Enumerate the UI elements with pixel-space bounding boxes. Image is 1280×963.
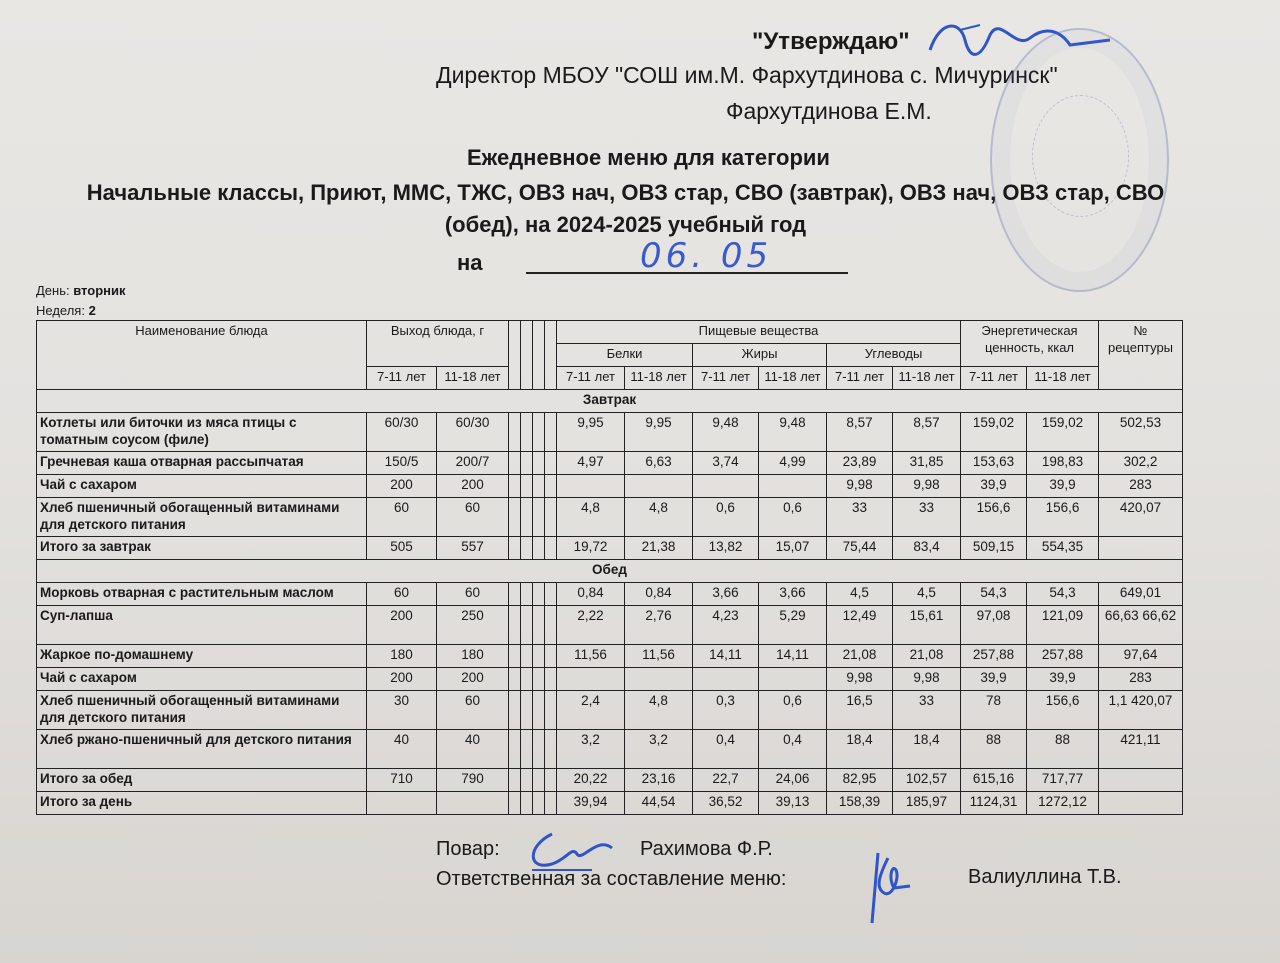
blank-cell [521, 498, 533, 537]
cell-c1: 33 [827, 498, 893, 537]
cell-e2: 1272,12 [1027, 792, 1099, 815]
responsible-name: Валиуллина Т.В. [968, 866, 1122, 888]
cell-y1: 60/30 [367, 413, 437, 452]
cell-p1: 2,22 [557, 606, 625, 645]
blank-cell [533, 475, 545, 498]
cell-e1: 159,02 [961, 413, 1027, 452]
cell-e2: 54,3 [1027, 583, 1099, 606]
cell-c1: 23,89 [827, 452, 893, 475]
cell-f2: 14,11 [759, 645, 827, 668]
cell-y1: 200 [367, 475, 437, 498]
dish-row [37, 668, 1183, 691]
blank-cell [521, 413, 533, 452]
cell-f2: 15,07 [759, 537, 827, 560]
cell-e1: 78 [961, 691, 1027, 730]
blank-cell [533, 413, 545, 452]
cell-c1: 9,98 [827, 668, 893, 691]
cell-e2: 198,83 [1027, 452, 1099, 475]
cell-c1: 4,5 [827, 583, 893, 606]
responsible-label: Ответственная за составление меню: [436, 868, 787, 890]
header-blank [533, 321, 545, 390]
blank-cell [509, 691, 521, 730]
blank-cell [521, 691, 533, 730]
cell-e1: 97,08 [961, 606, 1027, 645]
week-row [36, 303, 96, 318]
cell-c1: 21,08 [827, 645, 893, 668]
blank-cell [533, 583, 545, 606]
cell-y2: 60/30 [437, 413, 509, 452]
dish-name: Суп-лапша [37, 606, 367, 645]
header-blank [509, 321, 521, 390]
cell-f1: 3,74 [693, 452, 759, 475]
cell-c2: 8,57 [893, 413, 961, 452]
cell-f2: 9,48 [759, 413, 827, 452]
cell-p1: 20,22 [557, 769, 625, 792]
week-value: 2 [88, 303, 96, 318]
blank-cell [509, 730, 521, 769]
cell-e2: 156,6 [1027, 691, 1099, 730]
cell-f1: 13,82 [693, 537, 759, 560]
cell-y1 [367, 792, 437, 815]
cook-name: Рахимова Ф.Р. [640, 838, 773, 860]
cell-c2: 31,85 [893, 452, 961, 475]
total-label: Итого за завтрак [37, 537, 367, 560]
blank-cell [533, 691, 545, 730]
cell-e2: 39,9 [1027, 668, 1099, 691]
blank-cell [533, 452, 545, 475]
dish-name: Хлеб ржано-пшеничный для детского питания [37, 730, 367, 769]
blank-cell [521, 452, 533, 475]
header-age-7-11: 7-11 лет [367, 367, 437, 390]
cell-c2: 9,98 [893, 475, 961, 498]
cell-y2: 40 [437, 730, 509, 769]
cell-f1: 9,48 [693, 413, 759, 452]
cell-c1: 16,5 [827, 691, 893, 730]
dish-row [37, 475, 1183, 498]
section-row [37, 390, 1183, 413]
total-label: Итого за день [37, 792, 367, 815]
cell-f2: 24,06 [759, 769, 827, 792]
header-dish-name: Наименование блюда [37, 321, 367, 390]
dish-row [37, 498, 1183, 537]
header-nutrients: Пищевые вещества [557, 321, 961, 344]
header-age-7-11: 7-11 лет [961, 367, 1027, 390]
cell-c1: 158,39 [827, 792, 893, 815]
header-age-7-11: 7-11 лет [557, 367, 625, 390]
cell-e1: 1124,31 [961, 792, 1027, 815]
blank-cell [545, 606, 557, 645]
cell-c2: 18,4 [893, 730, 961, 769]
cell-p2: 23,16 [625, 769, 693, 792]
blank-cell [545, 475, 557, 498]
blank-cell [545, 730, 557, 769]
header-proteins: Белки [557, 344, 693, 367]
handwritten-date: 06. 05 [640, 236, 773, 276]
dish-name: Чай с сахаром [37, 475, 367, 498]
cell-c2: 9,98 [893, 668, 961, 691]
cell-y2: 557 [437, 537, 509, 560]
blank-cell [509, 498, 521, 537]
blank-cell [509, 537, 521, 560]
header-age-7-11: 7-11 лет [827, 367, 893, 390]
cell-y2: 180 [437, 645, 509, 668]
cell-e1: 39,9 [961, 668, 1027, 691]
cell-y2: 250 [437, 606, 509, 645]
cell-p2: 2,76 [625, 606, 693, 645]
header-age-11-18: 11-18 лет [893, 367, 961, 390]
cell-c1: 82,95 [827, 769, 893, 792]
cell-f2: 3,66 [759, 583, 827, 606]
cell-f1: 22,7 [693, 769, 759, 792]
cell-f1: 3,66 [693, 583, 759, 606]
day-row [36, 283, 125, 298]
header-fats: Жиры [693, 344, 827, 367]
dish-row [37, 645, 1183, 668]
cell-e1: 509,15 [961, 537, 1027, 560]
cell-p1: 11,56 [557, 645, 625, 668]
dish-name: Гречневая каша отварная рассыпчатая [37, 452, 367, 475]
cell-y2: 790 [437, 769, 509, 792]
blank-cell [545, 769, 557, 792]
cell-e2: 554,35 [1027, 537, 1099, 560]
week-label: Неделя: [36, 303, 85, 318]
total-label: Итого за обед [37, 769, 367, 792]
cell-r: 420,07 [1099, 498, 1183, 537]
cell-y2: 200/7 [437, 452, 509, 475]
cell-p1: 4,97 [557, 452, 625, 475]
dish-row [37, 583, 1183, 606]
total-row [37, 792, 1183, 815]
cell-f2: 0,6 [759, 498, 827, 537]
cell-r: 283 [1099, 668, 1183, 691]
cell-y1: 505 [367, 537, 437, 560]
blank-cell [521, 792, 533, 815]
dish-name: Хлеб пшеничный обогащенный витаминами для детского питания [37, 498, 367, 537]
cell-p1: 9,95 [557, 413, 625, 452]
cell-r: 1,1 420,07 [1099, 691, 1183, 730]
cell-p2: 6,63 [625, 452, 693, 475]
blank-cell [509, 668, 521, 691]
cell-e2: 88 [1027, 730, 1099, 769]
blank-cell [533, 668, 545, 691]
cell-f1: 14,11 [693, 645, 759, 668]
cell-c1: 18,4 [827, 730, 893, 769]
blank-cell [509, 792, 521, 815]
cell-r: 421,11 [1099, 730, 1183, 769]
blank-cell [521, 475, 533, 498]
cell-r [1099, 769, 1183, 792]
blank-cell [533, 537, 545, 560]
cell-e1: 54,3 [961, 583, 1027, 606]
day-value: вторник [73, 283, 126, 298]
blank-cell [509, 475, 521, 498]
cell-e2: 121,09 [1027, 606, 1099, 645]
header-blank [545, 321, 557, 390]
blank-cell [545, 537, 557, 560]
cell-p2 [625, 475, 693, 498]
cell-p2: 21,38 [625, 537, 693, 560]
date-label: на [457, 250, 483, 275]
cell-p2: 44,54 [625, 792, 693, 815]
blank-cell [509, 606, 521, 645]
cell-y1: 60 [367, 583, 437, 606]
cell-e2: 39,9 [1027, 475, 1099, 498]
cell-p1: 0,84 [557, 583, 625, 606]
dish-name: Чай с сахаром [37, 668, 367, 691]
cell-r: 66,63 66,62 [1099, 606, 1183, 645]
cell-c2: 21,08 [893, 645, 961, 668]
cell-c2: 83,4 [893, 537, 961, 560]
cell-c1: 12,49 [827, 606, 893, 645]
cell-e2: 717,77 [1027, 769, 1099, 792]
cell-r: 97,64 [1099, 645, 1183, 668]
dish-row [37, 730, 1183, 769]
dish-name: Морковь отварная с растительным маслом [37, 583, 367, 606]
dish-row [37, 606, 1183, 645]
blank-cell [533, 645, 545, 668]
cell-f1: 4,23 [693, 606, 759, 645]
section-title: Обед [37, 560, 1183, 583]
cell-y2 [437, 792, 509, 815]
dish-name: Жаркое по-домашнему [37, 645, 367, 668]
cell-y2: 60 [437, 498, 509, 537]
header-recipe: № рецептуры [1099, 321, 1183, 390]
cell-f2: 5,29 [759, 606, 827, 645]
cell-p2: 3,2 [625, 730, 693, 769]
cell-r [1099, 537, 1183, 560]
header-age-11-18: 11-18 лет [1027, 367, 1099, 390]
cell-y1: 710 [367, 769, 437, 792]
dish-row [37, 452, 1183, 475]
cell-r: 649,01 [1099, 583, 1183, 606]
cook-label: Повар: [436, 838, 500, 860]
blank-cell [521, 645, 533, 668]
cell-p1: 19,72 [557, 537, 625, 560]
header-carbs: Углеводы [827, 344, 961, 367]
total-row [37, 537, 1183, 560]
blank-cell [521, 769, 533, 792]
blank-cell [545, 792, 557, 815]
cell-e1: 39,9 [961, 475, 1027, 498]
cell-y2: 60 [437, 691, 509, 730]
total-row [37, 769, 1183, 792]
cell-c2: 185,97 [893, 792, 961, 815]
approval-heading: "Утверждаю" [752, 28, 910, 55]
blank-cell [545, 413, 557, 452]
cell-y1: 150/5 [367, 452, 437, 475]
cell-r: 283 [1099, 475, 1183, 498]
cell-c2: 15,61 [893, 606, 961, 645]
cell-r: 302,2 [1099, 452, 1183, 475]
cell-f2 [759, 475, 827, 498]
blank-cell [533, 730, 545, 769]
header-age-7-11: 7-11 лет [693, 367, 759, 390]
blank-cell [533, 606, 545, 645]
cell-y1: 200 [367, 606, 437, 645]
cell-f1: 0,6 [693, 498, 759, 537]
cell-f2 [759, 668, 827, 691]
cell-p1: 39,94 [557, 792, 625, 815]
director-title: Директор МБОУ "СОШ им.М. Фархутдинова с. Мичуринск" [436, 62, 1058, 88]
blank-cell [509, 645, 521, 668]
director-name: Фархутдинова Е.М. [726, 98, 932, 124]
cell-c1: 8,57 [827, 413, 893, 452]
blank-cell [509, 413, 521, 452]
cell-f1: 36,52 [693, 792, 759, 815]
cell-p1 [557, 668, 625, 691]
section-row [37, 560, 1183, 583]
responsible-signature [848, 848, 918, 928]
dish-row [37, 691, 1183, 730]
dish-name: Котлеты или биточки из мяса птицы с томатным соусом (филе) [37, 413, 367, 452]
blank-cell [533, 498, 545, 537]
cell-e1: 615,16 [961, 769, 1027, 792]
menu-title: Ежедневное меню для категории [467, 145, 830, 170]
cell-p1 [557, 475, 625, 498]
blank-cell [545, 583, 557, 606]
blank-cell [521, 537, 533, 560]
header-yield: Выход блюда, г [367, 321, 509, 367]
cell-e1: 257,88 [961, 645, 1027, 668]
blank-cell [521, 583, 533, 606]
cell-c2: 4,5 [893, 583, 961, 606]
dish-row [37, 413, 1183, 452]
blank-cell [521, 606, 533, 645]
header-age-11-18: 11-18 лет [625, 367, 693, 390]
blank-cell [545, 668, 557, 691]
cell-y2: 200 [437, 668, 509, 691]
blank-cell [521, 668, 533, 691]
blank-cell [521, 730, 533, 769]
cell-p1: 2,4 [557, 691, 625, 730]
header-age-11-18: 11-18 лет [759, 367, 827, 390]
cell-f1 [693, 668, 759, 691]
blank-cell [533, 769, 545, 792]
blank-cell [545, 691, 557, 730]
cell-e2: 156,6 [1027, 498, 1099, 537]
header-energy: Энергетическая ценность, ккал [961, 321, 1099, 367]
cell-y2: 200 [437, 475, 509, 498]
cell-f2: 0,6 [759, 691, 827, 730]
cell-c2: 33 [893, 691, 961, 730]
cell-f1: 0,4 [693, 730, 759, 769]
day-label: День: [36, 283, 70, 298]
section-title: Завтрак [37, 390, 1183, 413]
cell-c2: 33 [893, 498, 961, 537]
cell-p2: 9,95 [625, 413, 693, 452]
cell-c1: 75,44 [827, 537, 893, 560]
cell-y1: 180 [367, 645, 437, 668]
cell-y1: 30 [367, 691, 437, 730]
cell-y1: 40 [367, 730, 437, 769]
cell-y1: 200 [367, 668, 437, 691]
menu-categories: Начальные классы, Приют, ММС, ТЖС, ОВЗ нач, ОВЗ стар, СВО (завтрак), ОВЗ нач, ОВЗ стар, СВО (обед), на 2024-2025 учебный год [86, 180, 1165, 237]
cell-p2: 4,8 [625, 691, 693, 730]
cell-e1: 153,63 [961, 452, 1027, 475]
cell-y1: 60 [367, 498, 437, 537]
cell-p2: 0,84 [625, 583, 693, 606]
menu-table [36, 320, 1183, 815]
header-blank [521, 321, 533, 390]
header-age-11-18: 11-18 лет [437, 367, 509, 390]
blank-cell [509, 452, 521, 475]
cell-f1 [693, 475, 759, 498]
cell-r [1099, 792, 1183, 815]
blank-cell [545, 645, 557, 668]
cell-c2: 102,57 [893, 769, 961, 792]
cell-p2: 4,8 [625, 498, 693, 537]
cell-e1: 156,6 [961, 498, 1027, 537]
blank-cell [533, 792, 545, 815]
dish-name: Хлеб пшеничный обогащенный витаминами для детского питания [37, 691, 367, 730]
cell-r: 502,53 [1099, 413, 1183, 452]
cell-c1: 9,98 [827, 475, 893, 498]
cell-e1: 88 [961, 730, 1027, 769]
cell-p2: 11,56 [625, 645, 693, 668]
cell-f1: 0,3 [693, 691, 759, 730]
cell-y2: 60 [437, 583, 509, 606]
cell-f2: 4,99 [759, 452, 827, 475]
cell-e2: 159,02 [1027, 413, 1099, 452]
cell-p1: 3,2 [557, 730, 625, 769]
blank-cell [509, 583, 521, 606]
cell-p2 [625, 668, 693, 691]
cell-p1: 4,8 [557, 498, 625, 537]
blank-cell [545, 452, 557, 475]
blank-cell [509, 769, 521, 792]
cell-f2: 0,4 [759, 730, 827, 769]
cell-e2: 257,88 [1027, 645, 1099, 668]
blank-cell [545, 498, 557, 537]
cell-f2: 39,13 [759, 792, 827, 815]
